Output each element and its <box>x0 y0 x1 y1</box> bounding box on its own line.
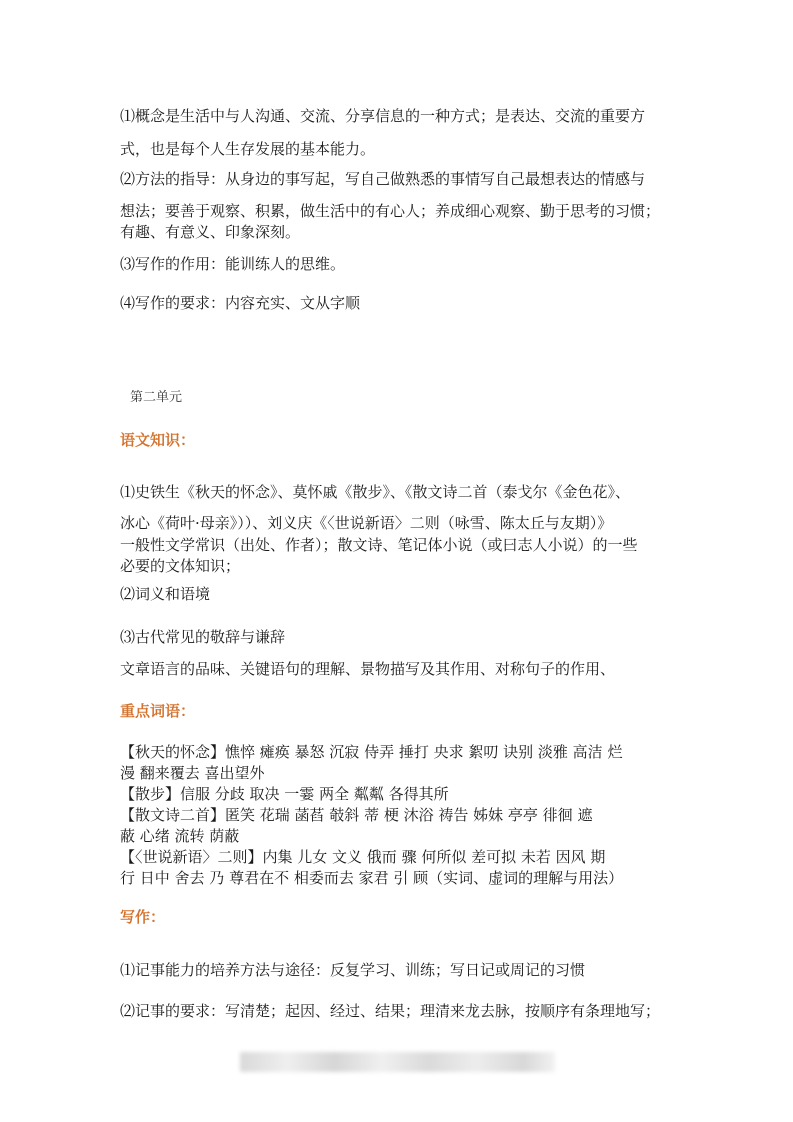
chinese-knowledge-heading: 语文知识： <box>120 431 196 449</box>
key-words-line-1: 【秋天的怀念】憔悴 瘫痪 暴怒 沉寂 侍弄 捶打 央求 絮叨 诀别 淡雅 高洁 烂 <box>120 743 623 761</box>
knowledge-item4: 文章语言的品味、关键语句的理解、景物描写及其作用、对称句子的作用、 <box>120 660 616 678</box>
key-words-line-6: 【〈世说新语〉二则】内集 儿女 文义 俄而 骤 何所似 差可拟 未若 因风 期 <box>120 848 606 866</box>
concept-line-1: ⑴概念是生活中与人沟通、交流、分享信息的一种方式；是表达、交流的重要方 <box>120 107 646 125</box>
method-line-3: 有趣、有意义、印象深刻。 <box>120 223 301 241</box>
knowledge-item1-line-2: 冰心《荷叶·母亲》））、刘义庆《〈世说新语〉二则（咏雪、陈太丘与友期）》 <box>120 514 613 532</box>
method-line-2: 想法；要善于观察、积累，做生活中的有心人；养成细心观察、勤于思考的习惯； <box>120 202 661 220</box>
method-line-1: ⑵方法的指导：从身边的事写起，写自己做熟悉的事情写自己最想表达的情感与 <box>120 170 646 188</box>
knowledge-item1-line-4: 必要的文体知识； <box>120 557 241 575</box>
knowledge-item1-line-1: ⑴史铁生《秋天的怀念》、莫怀戚《散步》、《散文诗二首（泰戈尔《金色花》、 <box>120 483 631 501</box>
knowledge-item1-line-3: 一般性文学常识（出处、作者）；散文诗、笔记体小说（或曰志人小说）的一些 <box>120 536 638 554</box>
unit-title: 第二单元 <box>130 390 183 405</box>
key-words-line-5: 蔽 心绪 流转 荫蔽 <box>120 827 240 845</box>
key-words-line-4: 【散文诗二首】匿笑 花瑞 菡萏 攲斜 蒂 梗 沐浴 祷告 姊妹 亭亭 徘徊 遮 <box>120 806 593 824</box>
writing-heading: 写作： <box>120 908 166 926</box>
writing-function-line: ⑶写作的作用：能训练人的思维。 <box>120 255 346 273</box>
key-words-line-3: 【散步】信服 分歧 取决 一霎 两全 粼粼 各得其所 <box>120 785 449 803</box>
concept-line-2: 式，也是每个人生存发展的基本能力。 <box>120 140 376 158</box>
knowledge-item2: ⑵词义和语境 <box>120 585 211 603</box>
blurred-footer-watermark <box>240 1052 555 1072</box>
key-words-line-7: 行 日中 舍去 乃 尊君在不 相委而去 家君 引 顾（实词、虚词的理解与用法） <box>120 869 624 887</box>
writing-item2: ⑵记事的要求：写清楚；起因、经过、结果；理清来龙去脉，按顺序有条理地写； <box>120 1002 661 1020</box>
writing-requirement-line: ⑷写作的要求：内容充实、文从字顺 <box>120 294 361 312</box>
writing-item1: ⑴记事能力的培养方法与途径：反复学习、训练；写日记或周记的习惯 <box>120 961 586 979</box>
key-words-line-2: 漫 翻来覆去 喜出望外 <box>120 764 265 782</box>
knowledge-item3: ⑶古代常见的敬辞与谦辞 <box>120 628 286 646</box>
key-words-heading: 重点词语： <box>120 702 196 720</box>
